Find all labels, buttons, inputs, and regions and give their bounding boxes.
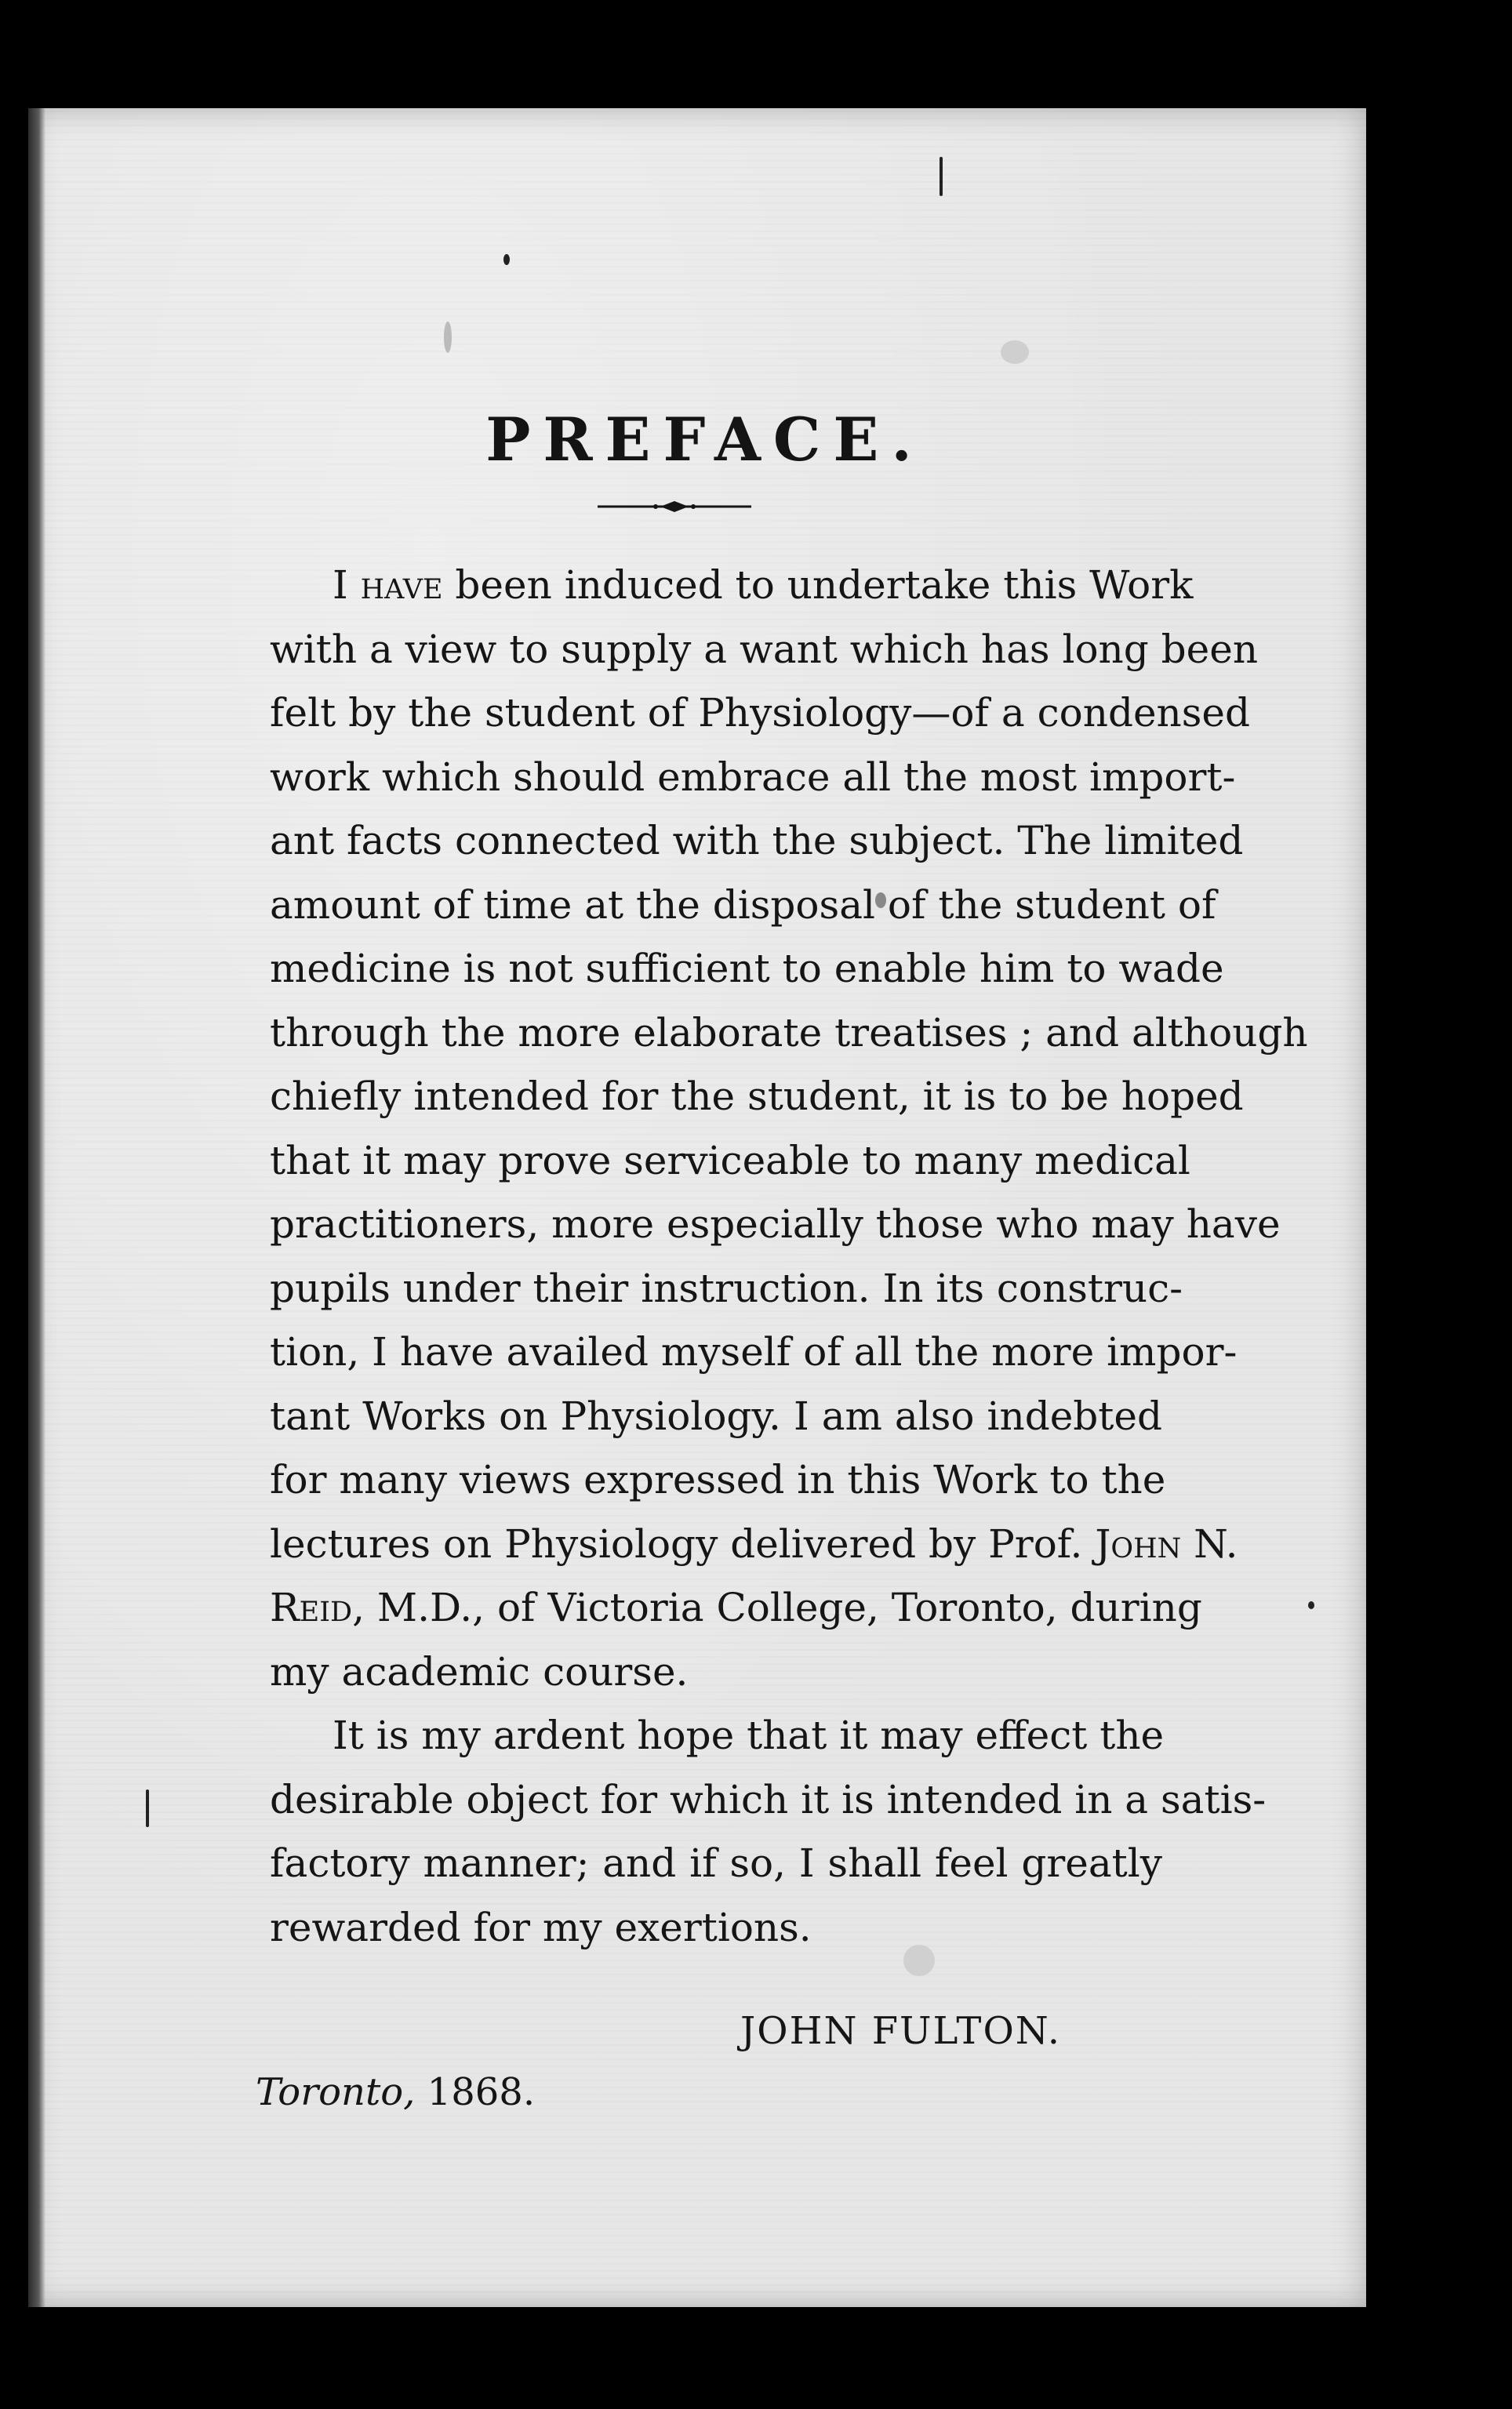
paragraph-line: medicine is not sufficient to enable him to wade [270,946,1224,991]
paragraph-line [207,1513,1238,1577]
preface-paragraph-2 [207,1704,1267,1960]
line-text: been induced to undertake this Work [442,562,1194,608]
title-ornament-rule [598,497,751,516]
paragraph-line: pupils under their instruction. In its construc- [270,1265,1183,1311]
year: 1868. [427,2070,536,2114]
preface-paragraph-1 [207,554,1308,1704]
author-name-small-caps: Reid [270,1585,353,1630]
lead-small-caps: I have [333,562,443,608]
place-name: Toronto, [256,2070,416,2114]
paragraph-line [207,1576,1202,1641]
paragraph-line: amount of time at the disposal of the student of [270,881,1216,928]
paragraph-line: chiefly intended for the student, it is to be hoped [270,1074,1244,1119]
line-text: lectures on Physiology delivered by Prof. [270,1521,1096,1567]
paragraph-line: rewarded for my exertions. [270,1904,812,1950]
paragraph-line: work which should embrace all the most import- [270,754,1236,800]
ink-speck [444,322,452,353]
ink-speck [1001,340,1029,364]
author-name-small-caps: John [1095,1521,1182,1567]
paragraph-line: It is my ardent hope that it may effect the [333,1713,1165,1758]
ink-speck [1308,1601,1314,1609]
paragraph-line: tant Works on Physiology. I am also indebted [270,1393,1162,1439]
preface-body [207,554,1308,1960]
paragraph-line: for many views expressed in this Work to the [270,1457,1166,1502]
book-page [28,108,1366,2307]
ink-speck [503,254,510,265]
page-title: PREFACE. [485,405,925,474]
paragraph-line: my academic course. [270,1648,689,1695]
paragraph-line: practitioners, more especially those who may have [270,1201,1281,1247]
paragraph-line: felt by the student of Physiology—of a condensed [270,690,1250,736]
ink-speck [940,157,943,196]
paragraph-line: that it may prove serviceable to many medical [270,1137,1190,1183]
paragraph-line [207,554,1194,618]
paragraph-line: ant facts connected with the subject. The limited [270,818,1244,863]
paragraph-line: tion, I have availed myself of all the more impor- [270,1329,1238,1375]
paragraph-line: with a view to supply a want which has long been [270,626,1259,672]
line-text: , M.D., of Victoria College, Toronto, during [352,1585,1202,1630]
ink-speck [146,1789,149,1827]
paragraph-line: through the more elaborate treatises ; and although [270,1009,1308,1056]
place-and-date [256,2070,535,2114]
paragraph-line: factory manner; and if so, I shall feel greatly [270,1840,1162,1886]
line-text: N. [1181,1521,1238,1567]
author-signature: JOHN FULTON. [740,2009,1061,2053]
paragraph-line: desirable object for which it is intended in a satis- [270,1776,1267,1822]
